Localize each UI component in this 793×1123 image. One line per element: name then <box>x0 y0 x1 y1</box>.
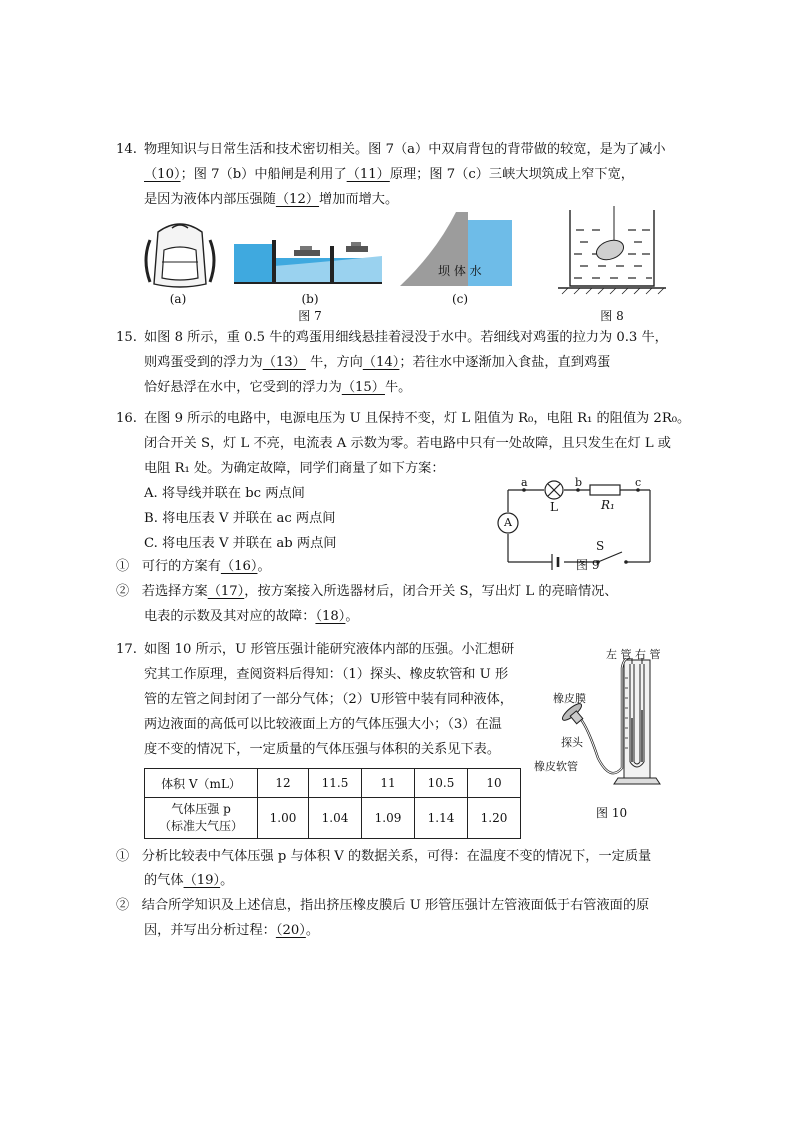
q17-sub2-mark: ② <box>116 898 130 913</box>
q16-option-a: A. 将导线并联在 bc 两点间 <box>144 486 305 501</box>
point-b-label: b <box>575 476 583 489</box>
q17-sub1 <box>116 848 651 866</box>
q14-line-3b: 增加而增大。 <box>319 192 399 207</box>
table-cell: 10 <box>468 769 521 798</box>
blank-15: （15） <box>341 380 385 395</box>
q15-line-3b: 牛。 <box>384 380 412 395</box>
egg-in-water-beaker <box>558 206 666 296</box>
q17-sub2a: 结合所学知识及上述信息，指出挤压橡皮膜后 U 形管压强计左管液面低于右管液面的原 <box>141 898 650 913</box>
q17-sub1a: 分析比较表中气体压强 p 与体积 V 的数据关系，可得：在温度不变的情况下，一定质量 <box>141 849 652 864</box>
q17-sub2-cont <box>144 922 319 940</box>
q14-line-2 <box>144 166 634 184</box>
blank-13: （13） <box>262 355 306 370</box>
q16-sub1-mark: ① <box>116 559 130 574</box>
q17-sub2b: 因，并写出分析过程： <box>144 923 276 938</box>
blank-20: （20） <box>275 923 306 938</box>
ammeter-label: A <box>504 516 512 529</box>
q17-sub2 <box>116 897 649 915</box>
q16-line-3: 电阻 R₁ 处。为确定故障，同学们商量了如下方案： <box>144 461 445 476</box>
pressure-volume-table <box>144 768 521 839</box>
q14-line-3 <box>144 191 398 209</box>
backpack-illustration <box>140 220 220 292</box>
table-cell: 10.5 <box>415 769 468 798</box>
table-cell: 1.09 <box>362 798 415 839</box>
q16-option-c: C. 将电压表 V 并联在 ab 两点间 <box>144 536 337 551</box>
q16-sub2-cont <box>144 608 359 626</box>
q17-line-2: 究其工作原理，查阅资料后得知：（1）探头、橡皮软管和 U 形 <box>144 667 509 682</box>
blank-14: （14） <box>362 355 400 370</box>
q16-sub1a: 可行的方案有 <box>141 559 221 574</box>
table-row <box>145 769 521 798</box>
q14-line-3a: 是因为液体内部压强随 <box>144 192 276 207</box>
q17-line-4: 两边液面的高低可以比较液面上方的气体压强大小；（3）在温 <box>144 717 502 732</box>
table-header-pressure <box>145 798 258 839</box>
q15-line-2c: ；若往水中逐渐加入食盐，直到鸡蛋 <box>399 355 611 370</box>
hose-label: 橡皮软管 <box>534 760 578 773</box>
probe-label: 探头 <box>561 736 583 749</box>
table-header-pressure-line1: 气体压强 p <box>171 802 231 816</box>
q17-sub2c: 。 <box>305 923 320 938</box>
resistor-label: R₁ <box>601 498 615 512</box>
q15-line-1: 如图 8 所示，重 0.5 牛的鸡蛋用细线悬挂着浸没于水中。若细线对鸡蛋的拉力为 0.3 牛， <box>144 330 668 345</box>
fig10-caption: 图 10 <box>596 806 628 820</box>
q16-sub2 <box>116 583 618 601</box>
q16-line-1: 在图 9 所示的电路中，电源电压为 U 且保持不变，灯 L 阻值为 R₀，电阻 R₁ 的阻值为 2R₀。 <box>144 411 691 426</box>
fig8-caption: 图 8 <box>600 309 624 323</box>
table-cell: 1.00 <box>258 798 309 839</box>
q16-option-b: B. 将电压表 V 并联在 ac 两点间 <box>144 511 336 526</box>
q14-line-2a: ；图 7（b）中船闸是利用了 <box>180 167 347 182</box>
blank-12: （12） <box>275 192 320 207</box>
question-number-15: 15. <box>116 330 137 345</box>
table-cell: 1.14 <box>415 798 468 839</box>
q17-sub1-mark: ① <box>116 849 130 864</box>
q15-line-2a: 则鸡蛋受到的浮力为 <box>144 355 263 370</box>
q17-sub1-cont <box>144 872 233 890</box>
q15-line-2b: 牛，方向 <box>310 355 363 370</box>
membrane-label: 橡皮膜 <box>553 692 586 705</box>
blank-18: （18） <box>315 609 346 624</box>
table-cell: 1.04 <box>309 798 362 839</box>
table-header-volume: 体积 V（mL） <box>145 769 258 798</box>
q15-line-3 <box>144 379 411 397</box>
point-c-label: c <box>635 476 642 489</box>
question-number-14: 14. <box>116 142 137 157</box>
q16-sub2b: ，按方案接入所选器材后，闭合开关 S，写出灯 L 的亮暗情况、 <box>244 584 618 599</box>
q16-sub2-mark: ② <box>116 584 130 599</box>
q17-sub1c: 。 <box>220 873 234 888</box>
table-cell: 12 <box>258 769 309 798</box>
question-number-16: 16. <box>116 411 137 426</box>
lamp-label: L <box>550 500 558 514</box>
q16-line-2: 闭合开关 S，灯 L 不亮，电流表 A 示数为零。若电路中只有一处故障，且只发生在灯 L 或 <box>144 436 671 451</box>
q16-sub1b: 。 <box>257 559 271 574</box>
q14-line-1: 物理知识与日常生活和技术密切相关。图 7（a）中双肩背包的背带做的较宽，是为了减小 <box>144 142 666 157</box>
table-cell: 11.5 <box>309 769 362 798</box>
dam-label: 坝 体 水 <box>438 264 482 278</box>
blank-17: （17） <box>207 584 245 599</box>
table-header-pressure-line2: （标准大气压） <box>158 819 243 833</box>
fig7-caption: 图 7 <box>298 309 322 323</box>
blank-19: （19） <box>183 873 221 888</box>
fig7a-caption: (a) <box>169 292 187 306</box>
blank-11: （11） <box>346 167 390 182</box>
blank-10: （10） <box>144 167 181 182</box>
table-cell: 11 <box>362 769 415 798</box>
ship-lock-illustration <box>234 236 382 284</box>
table-row <box>145 798 521 839</box>
fig9-caption: 图 9 <box>576 558 600 572</box>
point-a-label: a <box>521 476 528 489</box>
blank-16: （16） <box>220 559 258 574</box>
fig7c-caption: (c) <box>451 292 469 306</box>
q16-sub2d: 。 <box>345 609 359 624</box>
fig7b-caption: (b) <box>301 292 319 306</box>
question-number-17: 17. <box>116 642 137 657</box>
switch-label: S <box>596 539 605 553</box>
q15-line-2 <box>144 354 610 372</box>
q16-sub1 <box>116 558 271 576</box>
q16-sub2c: 电表的示数及其对应的故障： <box>144 609 316 624</box>
q17-line-5: 度不变的情况下，一定质量的气体压强与体积的关系见下表。 <box>144 742 501 757</box>
q17-line-1: 如图 10 所示，U 形管压强计能研究液体内部的压强。小汇想研 <box>144 642 515 657</box>
q17-line-3: 管的左管之间封闭了一部分气体；（2）U形管中装有同种液体， <box>144 692 513 707</box>
table-cell: 1.20 <box>468 798 521 839</box>
q16-sub2a: 若选择方案 <box>141 584 208 599</box>
q15-line-3a: 恰好悬浮在水中，它受到的浮力为 <box>144 380 342 395</box>
tubes-label: 左 管 右 管 <box>606 648 661 661</box>
q17-sub1b: 的气体 <box>144 873 184 888</box>
q14-line-2b: 原理；图 7（c）三峡大坝筑成上窄下宽， <box>389 167 634 182</box>
